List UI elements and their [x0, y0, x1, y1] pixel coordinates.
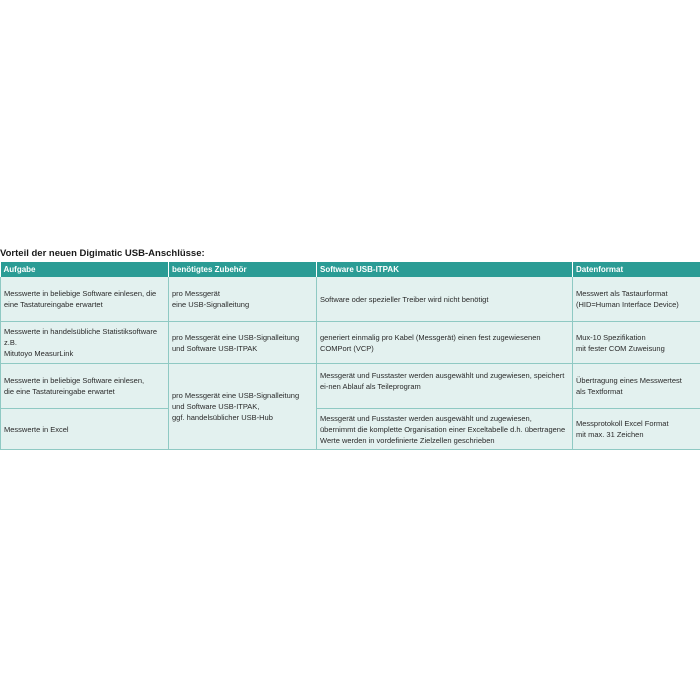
cell-software: Messgerät und Fusstaster werden ausgewählt und zugewiesen, speichert ei-nen Ablauf als Teileprogram: [317, 364, 573, 409]
header-datenformat: Datenformat: [573, 262, 700, 277]
page-title: Vorteil der neuen Digimatic USB-Anschlüsse:: [0, 248, 205, 259]
table-row: [1, 409, 700, 450]
cell-datenformat: Messprotokoll Excel Format mit max. 31 Zeichen: [573, 409, 700, 450]
cell-datenformat: Mux-10 Spezifikation mit fester COM Zuweisung: [573, 322, 700, 364]
cell-software: generiert einmalig pro Kabel (Messgerät) einen fest zugewiesenen COMPort (VCP): [317, 322, 573, 364]
cell-aufgabe: Messwerte in handelsübliche Statistiksoftware z.B. Mitutoyo MeasurLink: [1, 322, 169, 364]
usb-comparison-table: [0, 262, 700, 450]
cell-datenformat: Messwert als Tastaurformat (HID=Human Interface Device): [573, 277, 700, 322]
table-row: [1, 322, 700, 364]
cell-zubehoer-merged: pro Messgerät eine USB-Signalleitung und Software USB-ITPAK, ggf. handelsüblicher USB-Hub: [169, 364, 317, 450]
cell-zubehoer: pro Messgerät eine USB-Signalleitung: [169, 277, 317, 322]
table-header-row: [1, 262, 700, 277]
header-aufgabe: Aufgabe: [1, 262, 169, 277]
header-zubehoer: benötigtes Zubehör: [169, 262, 317, 277]
table-row: [1, 364, 700, 409]
table-row: [1, 277, 700, 322]
cell-aufgabe: Messwerte in beliebige Software einlesen, die eine Tastatureingabe erwartet: [1, 277, 169, 322]
cell-zubehoer: pro Messgerät eine USB-Signalleitung und Software USB-ITPAK: [169, 322, 317, 364]
cell-software: Messgerät und Fusstaster werden ausgewählt und zugewiesen, übernimmt die komplette Organisation einer Exceltabelle d.h. übertragene Werte werden in vordefinierte Zielzellen geschrieben: [317, 409, 573, 450]
header-software: Software USB-ITPAK: [317, 262, 573, 277]
cell-aufgabe: Messwerte in beliebige Software einlesen, die eine Tastatureingabe erwartet: [1, 364, 169, 409]
cell-aufgabe: Messwerte in Excel: [1, 409, 169, 450]
cell-software: Software oder spezieller Treiber wird nicht benötigt: [317, 277, 573, 322]
cell-datenformat: Übertragung eines Messwertest als Textformat: [573, 364, 700, 409]
